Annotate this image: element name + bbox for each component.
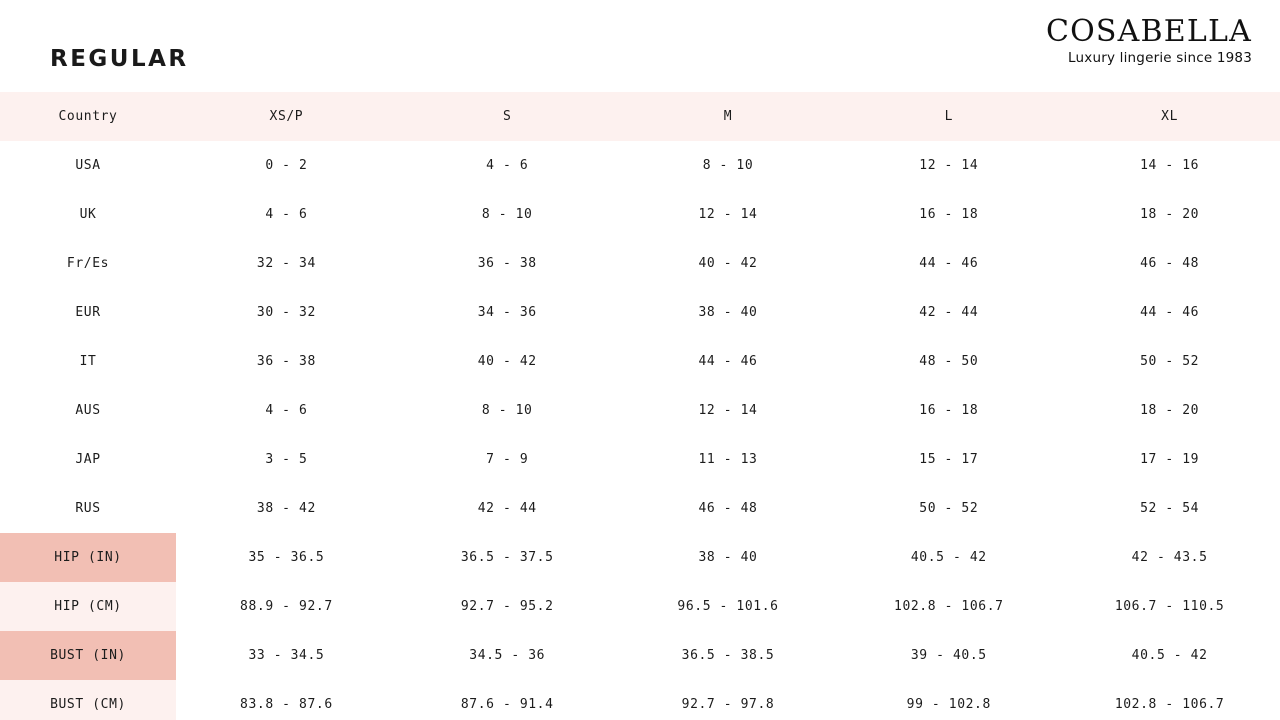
size-cell: 42 - 43.5: [1131, 550, 1208, 565]
table-row: [0, 484, 1280, 533]
page-header: [0, 0, 1280, 92]
size-cell: 16 - 18: [919, 207, 979, 222]
size-cell: 40.5 - 42: [910, 550, 987, 565]
size-cell: 50 - 52: [1140, 354, 1200, 369]
size-cell: 36.5 - 37.5: [460, 550, 554, 565]
size-cell: 39 - 40.5: [910, 648, 987, 663]
table-row: [0, 386, 1280, 435]
row-label-cell: UK: [0, 190, 176, 239]
column-header-s: S: [502, 109, 512, 124]
table-row: [0, 239, 1280, 288]
brand-name: COSABELLA: [1045, 14, 1252, 49]
size-cell: 17 - 19: [1140, 452, 1200, 467]
size-cell: 102.8 - 106.7: [1114, 697, 1225, 712]
size-cell: 8 - 10: [481, 403, 533, 418]
size-cell: 12 - 14: [919, 158, 979, 173]
row-label-cell: JAP: [0, 435, 176, 484]
size-cell: 15 - 17: [919, 452, 979, 467]
size-cell: 8 - 10: [702, 158, 754, 173]
size-cell: 92.7 - 97.8: [681, 697, 775, 712]
column-header-country: Country: [58, 109, 118, 124]
row-label-cell: USA: [0, 141, 176, 190]
column-header-xl: XL: [1161, 109, 1179, 124]
brand-logo: [1046, 16, 1252, 66]
table-row: [0, 533, 1280, 582]
size-cell: 0 - 2: [265, 158, 308, 173]
table-row: [0, 288, 1280, 337]
size-cell: 42 - 44: [477, 501, 537, 516]
table-row: [0, 680, 1280, 720]
size-cell: 7 - 9: [486, 452, 529, 467]
size-cell: 4 - 6: [265, 403, 308, 418]
table-row: [0, 435, 1280, 484]
size-cell: 38 - 40: [698, 550, 758, 565]
table-body: [0, 141, 1280, 720]
table-row: [0, 337, 1280, 386]
column-header-l: L: [944, 109, 953, 124]
size-cell: 16 - 18: [919, 403, 979, 418]
size-cell: 18 - 20: [1140, 403, 1200, 418]
brand-tagline: Luxury lingerie since 1983: [1068, 49, 1252, 66]
size-cell: 44 - 46: [698, 354, 758, 369]
size-cell: 14 - 16: [1140, 158, 1200, 173]
size-cell: 34 - 36: [477, 305, 537, 320]
size-cell: 46 - 48: [1140, 256, 1200, 271]
size-cell: 40 - 42: [698, 256, 758, 271]
size-cell: 35 - 36.5: [248, 550, 325, 565]
row-label-cell: HIP (CM): [0, 582, 176, 631]
size-cell: 106.7 - 110.5: [1114, 599, 1225, 614]
size-cell: 30 - 32: [256, 305, 316, 320]
row-label-cell: RUS: [0, 484, 176, 533]
size-cell: 42 - 44: [919, 305, 979, 320]
size-cell: 36 - 38: [256, 354, 316, 369]
table-row: [0, 582, 1280, 631]
page-title: REGULAR: [50, 46, 189, 72]
size-cell: 4 - 6: [486, 158, 529, 173]
size-cell: 52 - 54: [1140, 501, 1200, 516]
size-cell: 11 - 13: [698, 452, 758, 467]
size-cell: 8 - 10: [481, 207, 533, 222]
table-row: [0, 190, 1280, 239]
size-cell: 32 - 34: [256, 256, 316, 271]
size-cell: 99 - 102.8: [906, 697, 991, 712]
row-label-cell: IT: [0, 337, 176, 386]
size-cell: 40.5 - 42: [1131, 648, 1208, 663]
size-cell: 50 - 52: [919, 501, 979, 516]
size-cell: 83.8 - 87.6: [240, 697, 333, 712]
size-cell: 96.5 - 101.6: [677, 599, 779, 614]
row-label-cell: EUR: [0, 288, 176, 337]
size-cell: 38 - 40: [698, 305, 758, 320]
size-cell: 18 - 20: [1140, 207, 1200, 222]
row-label-cell: BUST (CM): [0, 680, 176, 720]
size-cell: 4 - 6: [265, 207, 308, 222]
size-cell: 88.9 - 92.7: [240, 599, 333, 614]
size-cell: 12 - 14: [698, 403, 758, 418]
table-row: [0, 141, 1280, 190]
size-cell: 44 - 46: [919, 256, 979, 271]
size-cell: 48 - 50: [919, 354, 979, 369]
row-label-cell: HIP (IN): [0, 533, 176, 582]
size-cell: 87.6 - 91.4: [460, 697, 554, 712]
size-cell: 40 - 42: [477, 354, 537, 369]
size-cell: 3 - 5: [265, 452, 308, 467]
size-cell: 33 - 34.5: [248, 648, 325, 663]
size-cell: 34.5 - 36: [469, 648, 546, 663]
size-cell: 12 - 14: [698, 207, 758, 222]
table-header-row: [0, 92, 1280, 141]
table-row: [0, 631, 1280, 680]
size-cell: 38 - 42: [256, 501, 316, 516]
size-cell: 36 - 38: [477, 256, 537, 271]
size-cell: 46 - 48: [698, 501, 758, 516]
table-header: [0, 92, 1280, 141]
column-header-xsp: XS/P: [269, 109, 304, 124]
row-label-cell: BUST (IN): [0, 631, 176, 680]
size-chart-table: [0, 92, 1280, 720]
size-cell: 36.5 - 38.5: [681, 648, 775, 663]
size-cell: 102.8 - 106.7: [894, 599, 1004, 614]
column-header-m: M: [723, 109, 733, 124]
row-label-cell: Fr/Es: [0, 239, 176, 288]
row-label-cell: AUS: [0, 386, 176, 435]
size-cell: 44 - 46: [1140, 305, 1200, 320]
size-cell: 92.7 - 95.2: [460, 599, 554, 614]
